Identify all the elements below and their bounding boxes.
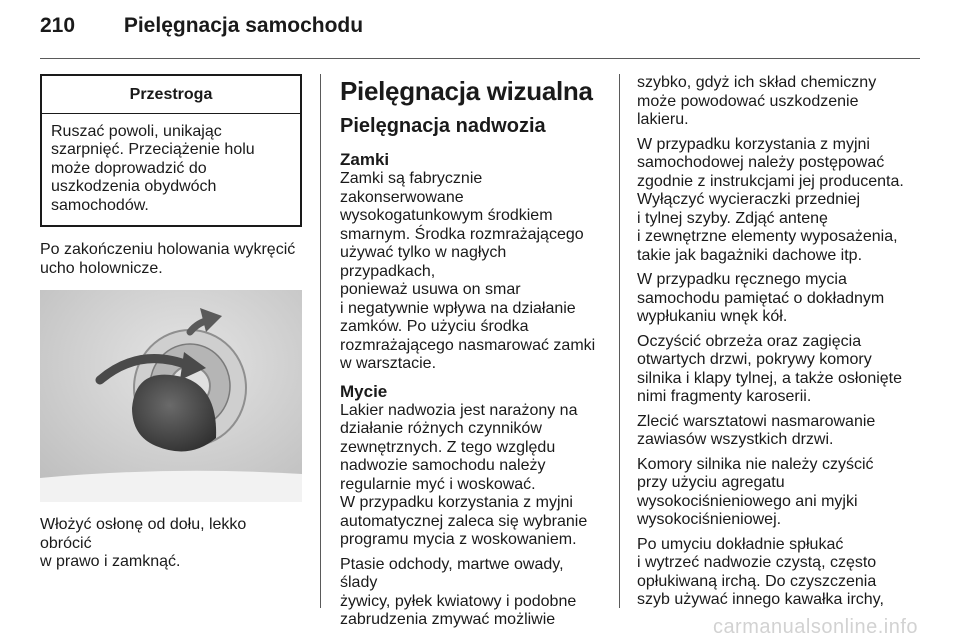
figure-caption: Włożyć osłonę od dołu, lekko obrócić w prawo i zamknąć.	[40, 516, 247, 570]
paragraph-1: szybko, gdyż ich skład chemiczny może powodować uszkodzenie lakieru.	[637, 74, 877, 128]
tow-eye-cover-illustration	[40, 290, 302, 502]
column-left	[40, 74, 302, 578]
locks-title: Zamki	[340, 150, 390, 169]
section-heading: Pielęgnacja wizualna	[340, 76, 593, 106]
washing-text-2: Ptasie odchody, martwe owady, ślady żywicy, pyłek kwiatowy i podobne zabrudzenia zmywać możliwie	[340, 555, 577, 628]
column-middle	[340, 74, 602, 636]
paragraph-4: Oczyścić obrzeża oraz zagięcia otwartych drzwi, pokrywy komory silnika i klapy tylnej, a także osłonięte nimi fragmenty karoserii.	[637, 332, 903, 405]
page-title: Pielęgnacja samochodu	[123, 14, 364, 37]
paragraph-2: W przypadku korzystania z myjni samochodowej należy postępować zgodnie z instrukcjami jej producenta. Wyłączyć wycieraczki przedniej i tylnej szyby. Zdjąć antenę i zewnętrzne elementy wyposażenia, takie jak bagażniki dachowe itp.	[637, 135, 904, 264]
towing-eye-paragraph: Po zakończeniu holowania wykręcić ucho holownicze.	[40, 241, 296, 277]
section-subheading: Pielęgnacja nadwozia	[340, 115, 546, 137]
locks-text: Zamki są fabrycznie zakonserwowane wysokogatunkowym środkiem smarnym. Środka rozmrażającego używać tylko w nagłych przypadkach, ponieważ usuwa on smar i negatywnie wpływa na działanie zamków. Po użyciu środka rozmrażającego nasmarować zamki w warsztacie.	[340, 170, 596, 372]
caution-text: Ruszać powoli, unikając szarpnięć. Przeciążenie holu może doprowadzić do uszkodzenia obydwóch samochodów.	[51, 122, 255, 214]
paragraph-7: Po umyciu dokładnie spłukać i wytrzeć nadwozie czystą, często opłukiwaną irchą. Do czyszczenia szyb używać innego kawałka irchy,	[637, 535, 884, 608]
column-divider-1	[320, 74, 321, 608]
header-rule	[40, 58, 920, 59]
paragraph-6: Komory silnika nie należy czyścić przy użyciu agregatu wysokociśnieniowego ani myjki wysokociśnieniowej.	[637, 455, 874, 528]
page-header	[40, 14, 920, 38]
caution-title: Przestroga	[42, 76, 300, 114]
washing-text: Lakier nadwozia jest narażony na działanie różnych czynników zewnętrznych. Z tego względu nadwozie samochodu należy regularnie myć i woskować. W przypadku korzystania z myjni automatycznej zaleca się wybranie programu mycia z woskowaniem.	[340, 401, 588, 548]
washing-title: Mycie	[340, 381, 388, 401]
column-right	[637, 74, 905, 616]
caution-box	[40, 74, 302, 227]
watermark: carmanualsonline.info	[712, 616, 918, 638]
paragraph-3: W przypadku ręcznego mycia samochodu pamiętać o dokładnym wypłukaniu wnęk kół.	[637, 271, 885, 325]
column-divider-2	[619, 74, 620, 608]
paragraph-5: Zlecić warsztatowi nasmarowanie zawiasów wszystkich drzwi.	[637, 412, 876, 448]
page-number: 210	[40, 14, 76, 37]
